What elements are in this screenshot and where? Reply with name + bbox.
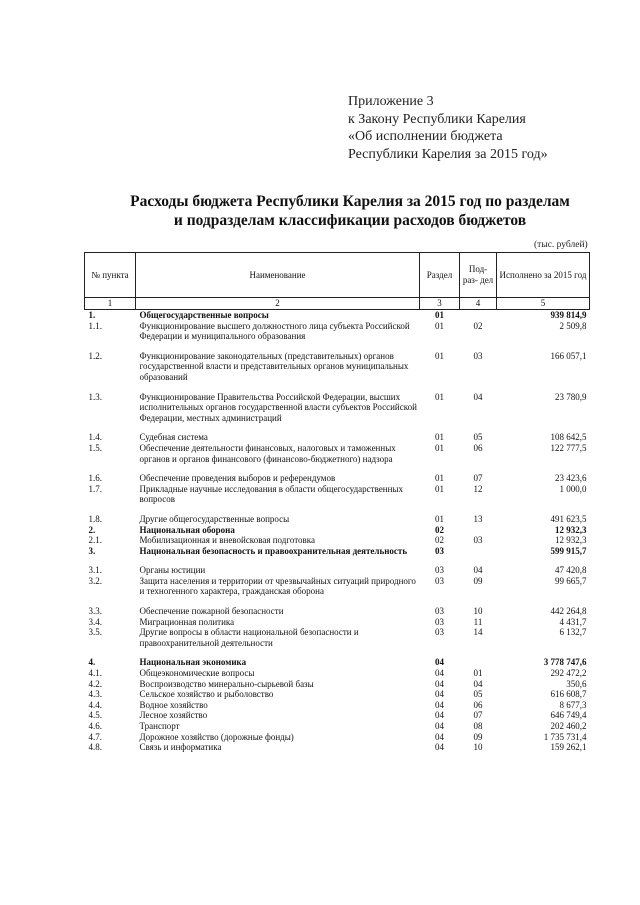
row-subsection: 02 [473, 320, 483, 331]
row-subsection: 07 [473, 473, 483, 484]
row-section: 01 [435, 432, 444, 443]
row-name: Воспроизводство минерально-сырьевой базы [139, 678, 314, 689]
title-line-2: и подразделам классификации расходов бюджетов [173, 212, 527, 229]
row-section: 04 [435, 699, 444, 710]
row-name: Функционирование Правительства Российской Федерации, высших исполнительных органов государственной власти субъектов Российской Федерации, местных администраций [139, 391, 417, 423]
row-subsection: 10 [473, 606, 483, 617]
table-row [85, 721, 590, 732]
header-section: Раздел [420, 253, 460, 298]
row-value: 6 132,7 [559, 627, 587, 638]
row-subsection: 05 [473, 689, 483, 700]
row-name: Национальная экономика [139, 657, 247, 668]
row-subsection [460, 546, 497, 566]
row-number: 1.7. [88, 483, 102, 494]
row-name: Национальная безопасность и правоохранительная деятельность [139, 545, 408, 556]
row-value: 47 420,8 [555, 565, 587, 576]
table-row [85, 657, 590, 668]
table-row [85, 310, 590, 321]
row-subsection: 03 [473, 350, 483, 361]
row-number: 4. [88, 657, 96, 668]
row-number: 2. [88, 524, 96, 535]
row-value: 8 677,3 [559, 699, 587, 710]
row-value: 202 460,2 [550, 721, 587, 731]
header-col-number: 5 [497, 298, 590, 310]
row-number: 4.2. [88, 678, 102, 689]
row-number: 1.2. [88, 350, 102, 361]
row-value: 292 472,2 [550, 668, 587, 679]
row-name: Защита населения и территории от чрезвычайных ситуаций природного и техногенного характера, гражданская оборона [139, 575, 416, 597]
row-subsection: 06 [473, 699, 483, 710]
row-subsection: 06 [473, 442, 483, 453]
table-row [85, 627, 590, 657]
table-row [85, 321, 590, 351]
table-row [85, 732, 590, 743]
table-row [85, 576, 590, 606]
header-name: Наименование [136, 253, 420, 298]
row-subsection: 12 [473, 483, 483, 494]
table-row [85, 546, 590, 566]
table-row [85, 535, 590, 546]
table-row [85, 689, 590, 700]
row-name: Функционирование законодательных (представительных) органов государственной власти и представительных органов муниципальных образований [139, 350, 409, 382]
row-number: 4.4. [88, 699, 102, 710]
row-subsection [460, 525, 497, 536]
row-value: 442 264,8 [550, 606, 587, 617]
row-section: 04 [435, 678, 444, 689]
row-value: 166 057,1 [550, 350, 587, 361]
row-name: Обеспечение деятельности финансовых, налоговых и таможенных органов и органов финансового (финансово-бюджетного) надзора [139, 442, 396, 464]
row-subsection: 04 [473, 565, 483, 576]
row-number: 1.5. [88, 442, 102, 453]
row-section: 04 [435, 689, 444, 700]
row-name: Другие общегосударственные вопросы [139, 513, 290, 524]
row-section: 04 [435, 668, 444, 679]
row-section: 01 [435, 320, 444, 331]
row-name: Дорожное хозяйство (дорожные фонды) [139, 731, 294, 742]
row-number: 3.3. [88, 606, 102, 617]
row-subsection: 05 [473, 432, 483, 443]
row-value: 23 423,6 [555, 473, 587, 484]
table-row [85, 606, 590, 617]
row-name: Органы юстиции [139, 565, 206, 576]
row-section: 03 [435, 545, 444, 556]
table-row [85, 565, 590, 576]
row-number: 4.1. [88, 668, 102, 679]
row-name: Обеспечение пожарной безопасности [139, 606, 284, 617]
row-section: 03 [435, 606, 444, 617]
row-value: 12 932,3 [555, 535, 587, 546]
row-section: 01 [435, 442, 444, 453]
expenses-table [84, 252, 590, 753]
row-name: Мобилизационная и вневойсковая подготовка [139, 535, 316, 546]
row-subsection: 13 [473, 513, 483, 524]
row-number: 3.5. [88, 627, 102, 638]
appendix-block [348, 93, 548, 163]
table-row [85, 432, 590, 443]
row-subsection: 09 [473, 575, 483, 586]
row-section: 03 [435, 575, 444, 586]
row-number: 2.1. [88, 535, 102, 546]
row-value: 23 780,9 [555, 391, 587, 402]
appendix-line: Приложение 3 [348, 94, 434, 109]
header-col-number: 1 [85, 298, 136, 310]
table-row [85, 525, 590, 536]
row-value: 108 642,5 [550, 432, 587, 443]
row-section: 01 [435, 473, 444, 484]
row-name: Функционирование высшего должностного лица субъекта Российской Федерации и муниципального образования [139, 320, 410, 342]
row-number: 3.1. [88, 565, 102, 576]
row-section: 04 [435, 710, 444, 721]
table-row [85, 617, 590, 628]
row-subsection: 11 [473, 616, 483, 627]
row-section: 01 [435, 350, 444, 361]
row-name: Национальная оборона [139, 524, 235, 535]
row-number: 1.3. [88, 391, 102, 402]
table-row [85, 668, 590, 679]
row-subsection: 08 [473, 721, 483, 731]
row-subsection: 09 [473, 731, 483, 742]
row-number: 3. [88, 545, 96, 556]
appendix-line: «Об исполнении бюджета [348, 129, 503, 144]
row-name: Сельское хозяйство и рыболовство [139, 689, 274, 700]
table-row [85, 392, 590, 433]
document-title [60, 192, 640, 230]
row-section: 03 [435, 616, 444, 627]
row-value: 350,6 [566, 678, 587, 689]
row-number: 4.8. [88, 742, 102, 753]
row-number: 1.1. [88, 320, 102, 331]
row-name: Обеспечение проведения выборов и референдумов [139, 473, 336, 484]
row-number: 1.4. [88, 432, 102, 443]
row-number: 4.6. [88, 721, 102, 731]
table-header [85, 253, 590, 310]
row-value: 939 814,9 [497, 310, 590, 321]
table-row [85, 443, 590, 473]
header-col-number: 2 [136, 298, 420, 310]
header-col-number: 3 [420, 298, 460, 310]
row-value: 491 623,5 [550, 513, 587, 524]
row-number: 4.7. [88, 731, 102, 742]
row-section: 01 [420, 310, 460, 321]
row-section: 02 [435, 535, 444, 546]
table-row [85, 700, 590, 711]
row-subsection: 07 [473, 710, 483, 721]
row-section: 03 [435, 627, 444, 638]
row-subsection: 10 [473, 742, 483, 753]
header-num: № пункта [85, 253, 136, 298]
row-number: 3.4. [88, 616, 102, 627]
row-value: 599 915,7 [550, 545, 587, 556]
row-section: 04 [435, 731, 444, 742]
units-note: (тыс. рублей) [534, 240, 588, 250]
row-subsection: 14 [473, 627, 483, 638]
row-subsection [460, 657, 497, 668]
row-value: 3 778 747,6 [543, 657, 587, 668]
row-number: 4.3. [88, 689, 102, 700]
table-row [85, 351, 590, 392]
row-section: 04 [435, 721, 444, 731]
row-value: 616 608,7 [550, 689, 587, 700]
row-name: Другие вопросы в области национальной безопасности и правоохранительной деятельности [139, 627, 359, 648]
table-row [85, 710, 590, 721]
row-subsection [460, 310, 497, 321]
row-subsection: 04 [473, 678, 483, 689]
header-subsection: Под- раз- дел [460, 253, 497, 298]
row-name: Судебная система [139, 432, 208, 443]
appendix-line: Республики Карелия за 2015 год» [348, 146, 548, 162]
header-executed: Исполнено за 2015 год [497, 253, 590, 298]
row-subsection: 04 [473, 391, 483, 402]
row-section: 03 [435, 565, 444, 576]
row-name: Водное хозяйство [139, 699, 208, 710]
row-value: 1 000,0 [559, 483, 587, 494]
table-row [85, 473, 590, 484]
row-number: 1. [85, 310, 136, 321]
row-name: Транспорт [139, 721, 180, 731]
row-number: 1.8. [88, 513, 102, 524]
row-value: 99 665,7 [555, 575, 587, 586]
row-value: 4 431,7 [559, 616, 587, 627]
row-name: Лесное хозяйство [139, 710, 208, 721]
row-name: Общеэкономические вопросы [139, 668, 255, 679]
row-name: Прикладные научные исследования в области общегосударственных вопросов [139, 483, 403, 505]
row-name: Связь и информатика [139, 742, 222, 753]
appendix-line: к Закону Республики Карелия [348, 111, 526, 127]
row-subsection: 01 [473, 668, 483, 679]
row-section: 04 [435, 657, 444, 668]
row-value: 2 509,8 [559, 320, 587, 331]
table-row [85, 514, 590, 525]
table-row [85, 679, 590, 690]
row-value: 122 777,5 [550, 442, 587, 453]
title-line-1: Расходы бюджета Республики Карелия за 2015 год по разделам [130, 193, 570, 210]
row-section: 01 [435, 391, 444, 402]
row-value: 12 932,3 [555, 524, 587, 535]
table-body [85, 310, 590, 753]
row-number: 3.2. [88, 575, 102, 586]
row-value: 159 262,1 [550, 742, 587, 753]
header-col-number: 4 [460, 298, 497, 310]
row-section: 01 [435, 483, 444, 494]
row-section: 04 [435, 742, 444, 753]
row-value: 1 735 731,4 [543, 731, 587, 742]
row-subsection: 03 [473, 535, 483, 546]
row-name: Миграционная политика [139, 616, 235, 627]
row-value: 646 749,4 [550, 710, 587, 721]
row-section: 02 [435, 524, 444, 535]
row-name: Общегосударственные вопросы [136, 310, 420, 321]
table-row [85, 742, 590, 753]
row-number: 1.6. [88, 473, 102, 484]
table-row [85, 484, 590, 514]
row-section: 01 [435, 513, 444, 524]
row-number: 4.5. [88, 710, 102, 721]
